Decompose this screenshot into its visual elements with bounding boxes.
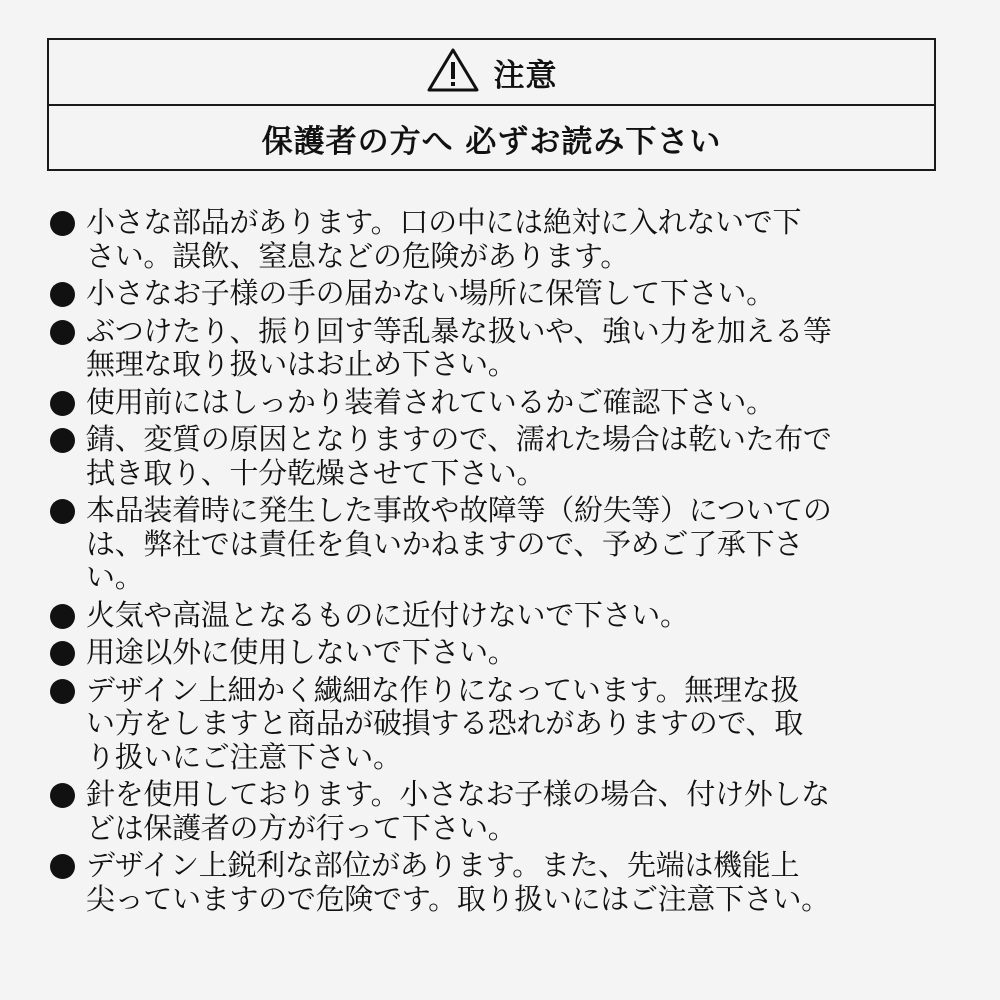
- caution-item: [50, 494, 940, 595]
- caution-list: [50, 206, 940, 916]
- caution-item: [50, 277, 940, 311]
- caution-item: [50, 386, 940, 420]
- caution-subtitle: 保護者の方へ 必ずお読み下さい: [261, 124, 722, 160]
- bullet-icon: [50, 679, 75, 704]
- caution-item-line: さい。誤飲、窒息などの危険があります。: [86, 238, 629, 273]
- caution-item: [50, 674, 940, 775]
- caution-item: [50, 315, 940, 382]
- bullet-icon: [50, 282, 75, 307]
- caution-item-line: 針を使用しております。小さなお子様の場合、付け外しな: [86, 777, 830, 811]
- caution-item: [50, 599, 940, 633]
- caution-item-line: ぶつけたり、振り回す等乱暴な扱いや、強い力を加える等: [86, 313, 832, 348]
- bullet-icon: [50, 854, 75, 879]
- caution-item-line: 火気や高温となるものに近付けないで下さい。: [86, 597, 689, 632]
- bullet-icon: [50, 320, 75, 345]
- caution-item: [50, 423, 940, 490]
- caution-item: [50, 849, 940, 916]
- caution-item-line: 尖っていますので危険です。取り扱いにはご注意下さい。: [86, 881, 830, 916]
- bullet-icon: [50, 641, 75, 666]
- caution-item-line: は、弊社では責任を負いかねますので、予めご了承下さ: [86, 526, 803, 561]
- caution-title: 注意: [493, 57, 558, 94]
- bullet-icon: [50, 499, 75, 524]
- bullet-icon: [50, 604, 75, 629]
- warning-triangle-icon: [426, 47, 480, 93]
- caution-item-line: い。: [86, 560, 144, 594]
- bullet-icon: [50, 391, 75, 416]
- caution-item-line: 小さな部品があります。口の中には絶対に入れないで下: [86, 205, 802, 239]
- bullet-icon: [50, 783, 75, 808]
- caution-item: [50, 778, 940, 845]
- caution-item-line: 用途以外に使用しないで下さい。: [86, 635, 517, 669]
- bullet-icon: [50, 428, 75, 453]
- caution-item-line: 使用前にはしっかり装着されているかご確認下さい。: [86, 384, 775, 419]
- caution-item-line: 小さなお子様の手の届かない場所に保管して下さい。: [86, 276, 775, 310]
- caution-item-line: どは保護者の方が行って下さい。: [86, 810, 517, 845]
- caution-item-line: 無理な取り扱いはお止め下さい。: [86, 347, 517, 381]
- caution-title-row: [49, 40, 934, 106]
- caution-subtitle-row: [49, 106, 934, 171]
- caution-item-line: 拭き取り、十分乾燥させて下さい。: [86, 455, 546, 490]
- bullet-icon: [50, 211, 75, 236]
- caution-item-line: い方をしますと商品が破損する恐れがありますので、取: [86, 706, 803, 740]
- caution-item-line: デザイン上細かく繊細な作りになっています。無理な扱: [86, 672, 800, 707]
- caution-item-line: り扱いにご注意下さい。: [86, 739, 402, 774]
- caution-item-line: 錆、変質の原因となりますので、濡れた場合は乾いた布で: [86, 422, 832, 456]
- caution-header-box: [47, 38, 936, 171]
- caution-item: [50, 206, 940, 273]
- caution-item-line: デザイン上鋭利な部位があります。また、先端は機能上: [86, 848, 800, 882]
- caution-item-line: 本品装着時に発生した事故や故障等（紛失等）についての: [86, 493, 832, 527]
- caution-item: [50, 636, 940, 670]
